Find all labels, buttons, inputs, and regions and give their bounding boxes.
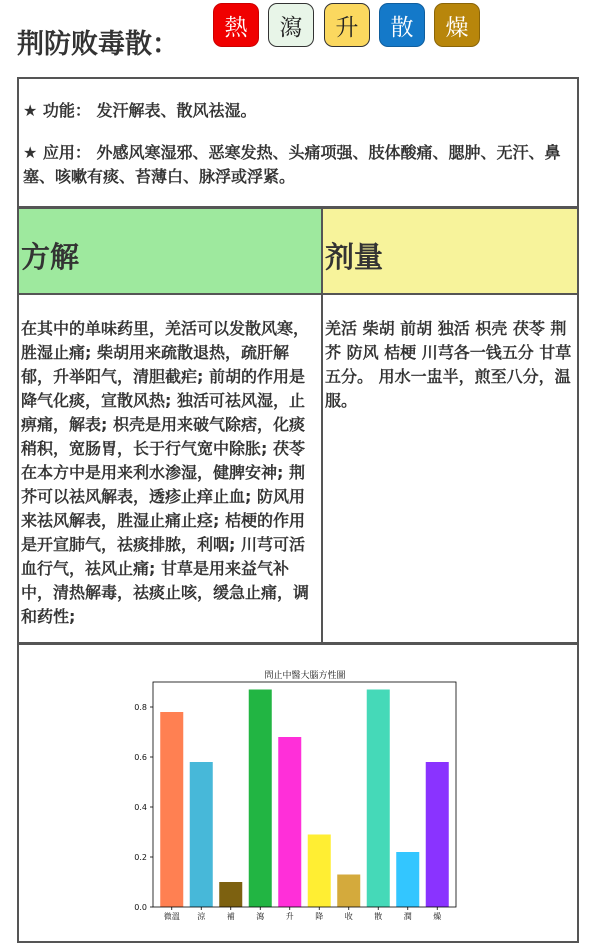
page-header	[0, 0, 605, 70]
explanation-text: 在其中的单味药里，羌活可以发散风寒，胜湿止痛; 柴胡用来疏散退热，疏肝解郁，升举阳气，清胆截疟; 前胡的作用是降气化痰，宣散风热; 独活可祛风湿，止痹痛，解表; 枳壳是用来破气除痞，化痰稍积，宽肠胃，长于行气宽中除胀; 茯苓在本方中是用来利水渗湿，健脾安神; 荆芥可以祛风解表，透疹止痒止血; 防风用来祛风解表，胜湿止痛止痉; 桔梗的作用是开宣肺气，祛痰排脓，利咽; 川芎可活血行气，祛风止痛; 甘草是用来益气补中，清热解毒，祛痰止咳，缓急止痛，调和药性;	[19, 295, 323, 642]
bar-5	[308, 835, 331, 908]
formula-table	[17, 207, 579, 644]
page-title: 荆防败毒散：	[17, 29, 179, 60]
y-tick-label: 0.0	[134, 903, 147, 912]
header-cell-dosage	[323, 209, 577, 295]
x-tick-label: 燥	[433, 912, 442, 921]
tag-label: 升	[335, 14, 359, 41]
bar-4	[278, 737, 301, 907]
tag-label: 熱	[224, 14, 248, 41]
x-tick-label: 補	[226, 912, 235, 921]
bar-0	[160, 712, 183, 907]
tag-hot	[213, 3, 259, 47]
bar-8	[396, 852, 419, 907]
dosage-text: 羌活 柴胡 前胡 独活 枳壳 茯苓 荆芥 防风 桔梗 川芎各一钱五分 甘草五分。 用水一盅半，煎至八分，温服。	[325, 319, 572, 410]
tag-dry	[434, 3, 480, 47]
bar-7	[367, 690, 390, 908]
x-tick-label: 潤	[403, 912, 412, 921]
y-tick-label: 0.8	[134, 703, 147, 712]
bar-3	[249, 690, 272, 908]
application-text: ★ 应用： 外感风寒湿邪、恶寒发热、头痛项强、肢体酸痛、腮肿、无汗、鼻塞、咳嗽有痰、苔薄白、脉浮或浮紧。	[23, 143, 561, 186]
dosage-header: 剂量	[325, 240, 384, 274]
y-tick-label: 0.6	[134, 753, 147, 762]
bar-2	[219, 882, 242, 907]
bar-1	[190, 762, 213, 907]
header-cell-explanation	[19, 209, 323, 295]
tag-label: 散	[390, 14, 414, 41]
x-tick-label: 收	[344, 912, 353, 921]
tag-label: 燥	[445, 14, 469, 41]
x-tick-label: 涼	[197, 912, 206, 921]
y-tick-label: 0.4	[134, 803, 147, 812]
x-tick-label: 升	[285, 912, 294, 921]
x-tick-label: 瀉	[256, 912, 265, 921]
x-tick-label: 降	[315, 912, 324, 921]
info-box	[17, 77, 579, 208]
tag-label: 瀉	[279, 14, 303, 41]
tag-disperse	[379, 3, 425, 47]
bar-6	[337, 875, 360, 908]
y-tick-label: 0.2	[134, 853, 147, 862]
tag-purge	[268, 3, 314, 47]
chart-box	[17, 643, 579, 943]
x-tick-label: 微溫	[163, 912, 180, 921]
tag-ascend	[324, 3, 370, 47]
x-tick-label: 散	[374, 912, 383, 921]
property-bar-chart	[19, 645, 577, 941]
bar-9	[426, 762, 449, 907]
explanation-header: 方解	[21, 240, 80, 274]
chart-title: 問止中醫大腦方性圖	[264, 671, 346, 681]
function-text: ★ 功能： 发汗解表、散风祛湿。	[23, 101, 257, 120]
